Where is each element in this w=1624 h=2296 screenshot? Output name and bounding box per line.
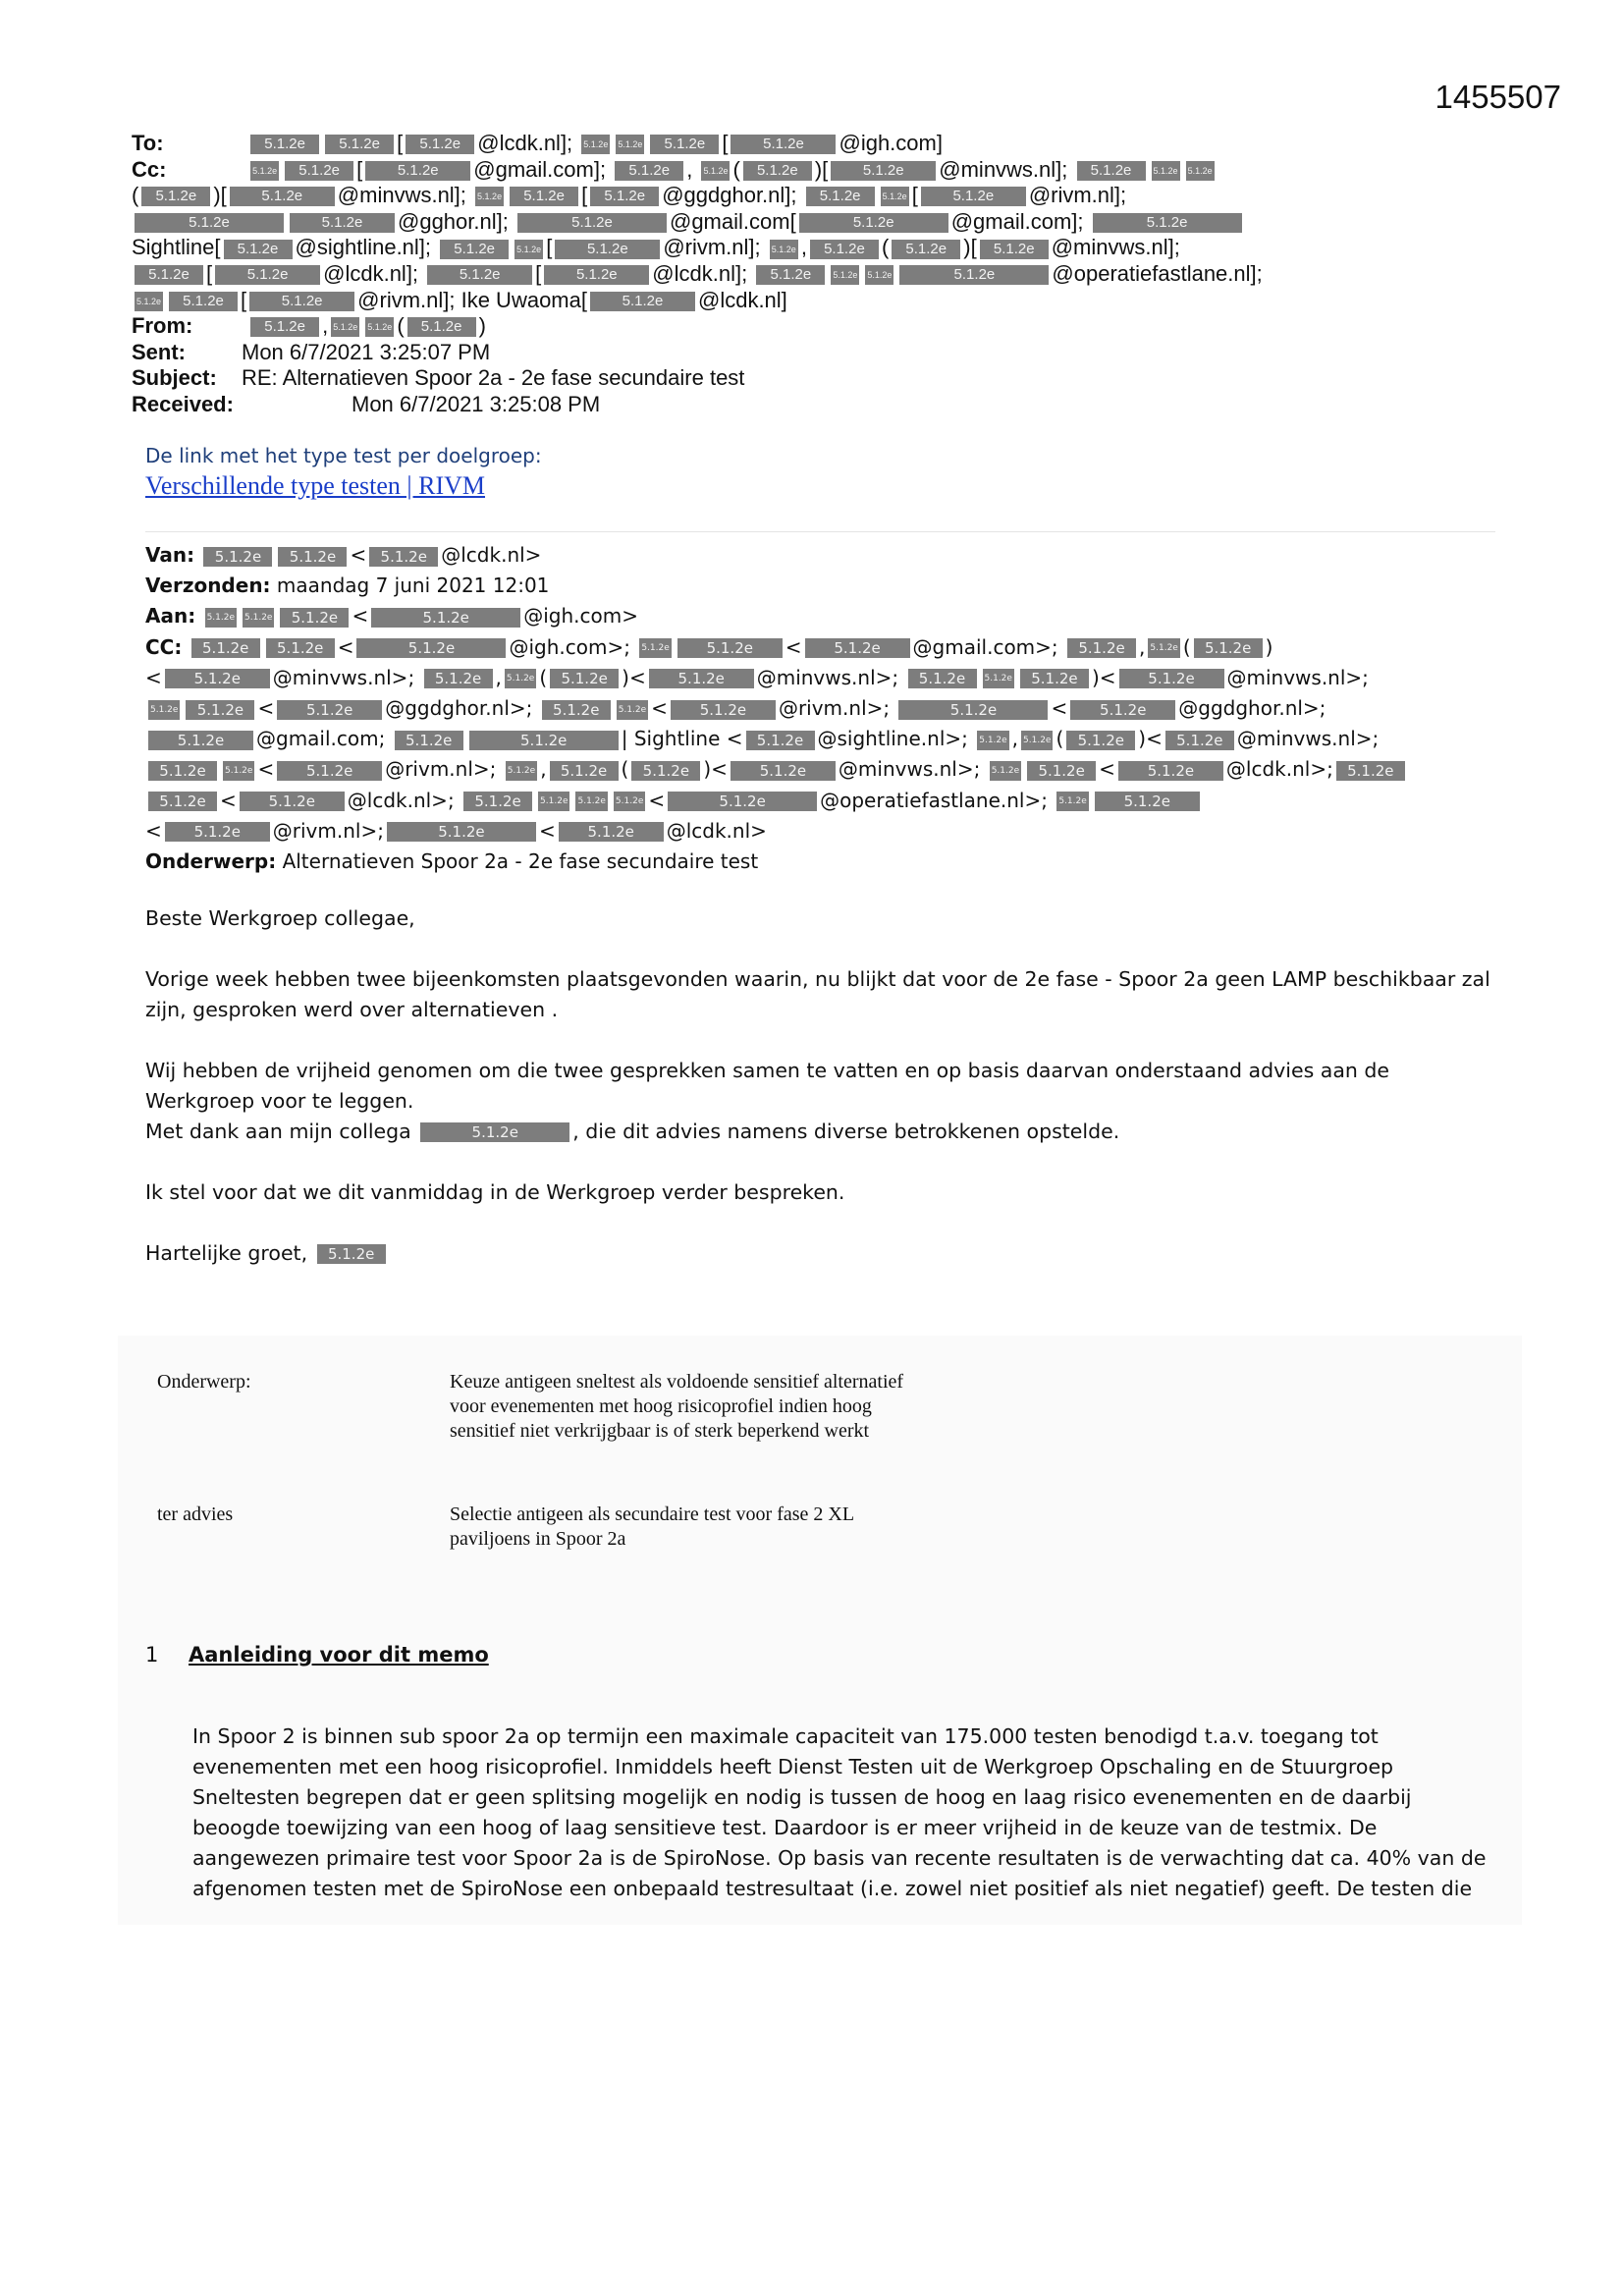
redaction: 5.1.2e	[1148, 638, 1179, 658]
redaction: 5.1.2e	[249, 292, 354, 311]
redaction: 5.1.2e	[831, 265, 859, 285]
redaction: 5.1.2e	[559, 822, 664, 842]
cc-row-5: 5.1.2e [ 5.1.2e @lcdk.nl]; 5.1.2e [ 5.1.2e @lcdk.nl]; 5.1.2e 5.1.2e 5.1.2e 5.1.2e @operatiefastlane.nl];	[132, 261, 1496, 288]
redaction: 5.1.2e	[1067, 638, 1136, 658]
cc-row-3	[132, 209, 1496, 236]
redaction: 5.1.2e	[1027, 761, 1096, 781]
redaction: 5.1.2e	[469, 731, 619, 750]
cc2-fragment: @gmail.com;	[256, 727, 386, 751]
redaction: 5.1.2e	[581, 135, 610, 154]
verzonden-row	[145, 571, 1500, 601]
redaction: 5.1.2e	[240, 792, 345, 811]
redaction: 5.1.2e	[590, 292, 695, 311]
redaction: 5.1.2e	[331, 317, 359, 337]
redaction: 5.1.2e	[395, 731, 463, 750]
redaction: 5.1.2e	[1152, 161, 1180, 181]
redaction: 5.1.2e	[148, 792, 217, 811]
redaction: 5.1.2e	[881, 187, 909, 206]
memo-onderwerp-label: Onderwerp:	[157, 1371, 251, 1393]
redaction: 5.1.2e	[517, 213, 667, 233]
redaction: 5.1.2e	[980, 240, 1049, 259]
separator	[145, 531, 1495, 532]
redaction: 5.1.2e	[365, 161, 470, 181]
cc2-fragment: @gmail.com>;	[912, 634, 1058, 659]
redaction: 5.1.2e	[243, 608, 274, 628]
redaction: 5.1.2e	[1194, 638, 1263, 658]
redaction: 5.1.2e	[191, 638, 260, 658]
memo-advies-label: ter advies	[157, 1503, 234, 1525]
redaction: 5.1.2e	[701, 161, 730, 181]
redaction: 5.1.2e	[805, 638, 910, 658]
redaction: 5.1.2e	[746, 731, 815, 750]
paragraph-3-start: Met dank aan mijn collega	[145, 1120, 411, 1143]
redaction: 5.1.2e	[990, 761, 1021, 781]
redaction: 5.1.2e	[1095, 792, 1200, 811]
redaction: 5.1.2e	[892, 240, 960, 259]
cc2-fragment: @rivm.nl>;	[272, 818, 384, 843]
cc-row-4: Sightline[ 5.1.2e @sightline.nl]; 5.1.2e 5.1.2e [ 5.1.2e @rivm.nl]; 5.1.2e , 5.1.2e ( 5.1.2e )[ 5.1.2e @minvws.nl];	[132, 235, 1180, 260]
from-label: From:	[132, 313, 193, 339]
subject-label: Subject:	[132, 365, 217, 391]
redaction: 5.1.2e	[165, 822, 270, 842]
cc-fragment: @minvws.nl];	[337, 183, 466, 208]
redaction: 5.1.2e	[250, 135, 319, 154]
redaction: 5.1.2e	[865, 265, 893, 285]
redaction: 5.1.2e	[277, 700, 382, 720]
redaction: 5.1.2e	[617, 700, 648, 720]
paragraph-4: Ik stel voor dat we dit vanmiddag in de Werkgroep verder bespreken.	[145, 1180, 845, 1204]
cc2-row-2: < 5.1.2e @minvws.nl>; 5.1.2e , 5.1.2e ( 5.1.2e )< 5.1.2e @minvws.nl>; 5.1.2e 5.1.2e 5.1.2e )< 5.1.2e @minvws.nl>;	[145, 665, 1369, 689]
cc-fragment: Sightline[	[132, 235, 221, 260]
cc2-fragment: @minvws.nl>;	[1226, 665, 1369, 689]
cc2-fragment: @operatiefastlane.nl>;	[820, 788, 1048, 812]
onderwerp-value: Alternatieven Spoor 2a - 2e fase secundaire test	[282, 849, 759, 874]
cc2-fragment: @lcdk.nl>;	[1225, 757, 1333, 782]
redaction: 5.1.2e	[387, 822, 536, 842]
redaction: 5.1.2e	[1336, 761, 1405, 781]
van-label: Van:	[145, 543, 195, 567]
document-number: 1455507	[1435, 79, 1561, 115]
redaction: 5.1.2e	[506, 761, 537, 781]
redaction: 5.1.2e	[165, 669, 270, 688]
redaction: 5.1.2e	[505, 669, 536, 688]
to-row: To: 5.1.2e 5.1.2e [ 5.1.2e @lcdk.nl]; 5.1.2e 5.1.2e 5.1.2e [ 5.1.2e @igh.com]	[132, 131, 943, 155]
redaction: 5.1.2e	[223, 761, 254, 781]
redaction: 5.1.2e	[250, 161, 279, 181]
redaction: 5.1.2e	[550, 669, 619, 688]
cc2-fragment: @lcdk.nl>;	[347, 788, 455, 812]
cc-fragment: @ggdghor.nl];	[662, 183, 797, 208]
sent-label: Sent:	[132, 339, 186, 364]
redaction: 5.1.2e	[542, 700, 611, 720]
redaction: 5.1.2e	[224, 240, 293, 259]
cc2-fragment: @lcdk.nl>	[666, 818, 767, 843]
redaction: 5.1.2e	[369, 547, 438, 567]
redaction: 5.1.2e	[148, 761, 217, 781]
redaction: 5.1.2e	[668, 792, 817, 811]
redaction: 5.1.2e	[135, 213, 284, 233]
redaction: 5.1.2e	[266, 638, 335, 658]
to-label: To:	[132, 131, 164, 155]
redaction: 5.1.2e	[290, 213, 395, 233]
redaction: 5.1.2e	[899, 265, 1049, 285]
redaction: 5.1.2e	[614, 792, 645, 811]
memo-advies-line: paviljoens in Spoor 2a	[450, 1528, 626, 1550]
cc2-label: CC:	[145, 634, 183, 659]
redaction: 5.1.2e	[977, 731, 1008, 750]
redaction: 5.1.2e	[440, 240, 509, 259]
redaction: 5.1.2e	[1070, 700, 1175, 720]
redaction: 5.1.2e	[983, 669, 1014, 688]
redaction: 5.1.2e	[277, 761, 382, 781]
redaction: 5.1.2e	[799, 213, 948, 233]
cc-fragment: @gmail.com];	[473, 156, 607, 182]
cc-fragment: @minvws.nl];	[1051, 235, 1180, 260]
cc2-fragment: @ggdghor.nl>;	[385, 696, 533, 721]
redaction: 5.1.2e	[424, 669, 493, 688]
redaction: 5.1.2e	[1021, 731, 1053, 750]
redaction: 5.1.2e	[420, 1122, 569, 1142]
redaction: 5.1.2e	[317, 1244, 386, 1264]
aan-label: Aan:	[145, 604, 196, 629]
redaction: 5.1.2e	[148, 731, 253, 750]
redaction: 5.1.2e	[831, 161, 936, 181]
paragraph-3	[145, 1117, 1500, 1147]
cc2-row-4: 5.1.2e @gmail.com; 5.1.2e 5.1.2e | Sightline < 5.1.2e @sightline.nl>; 5.1.2e , 5.1.2e ( 5.1.2e )< 5.1.2e @minvws.nl>;	[145, 724, 1500, 754]
redaction: 5.1.2e	[475, 187, 504, 206]
redaction: 5.1.2e	[280, 608, 349, 628]
cc-fragment: @lcdk.nl];	[323, 260, 419, 286]
section-number: 1	[145, 1643, 159, 1667]
redaction: 5.1.2e	[230, 187, 335, 206]
cc-row-2: ( 5.1.2e )[ 5.1.2e @minvws.nl]; 5.1.2e 5.1.2e [ 5.1.2e @ggdghor.nl]; 5.1.2e 5.1.2e [ 5.1.2e @rivm.nl];	[132, 183, 1127, 208]
cc2-fragment: @minvws.nl>;	[756, 665, 899, 689]
cc2-fragment: @igh.com>;	[509, 634, 630, 659]
memo-onderwerp-line: voor evenementen met hoog risicoprofiel indien hoog	[450, 1395, 872, 1417]
cc-fragment: @operatiefastlane.nl];	[1052, 260, 1263, 286]
cc2-fragment: @minvws.nl>;	[272, 665, 415, 689]
cc-fragment: @rivm.nl];	[1028, 183, 1127, 208]
sent-row	[132, 340, 1496, 366]
redaction: 5.1.2e	[677, 638, 783, 658]
redaction: 5.1.2e	[169, 292, 238, 311]
cc2-fragment: @rivm.nl>;	[778, 696, 891, 721]
email-header	[132, 131, 1496, 418]
cc2-row-5: 5.1.2e 5.1.2e < 5.1.2e @rivm.nl>; 5.1.2e , 5.1.2e ( 5.1.2e )< 5.1.2e @minvws.nl>; 5.1.2e 5.1.2e < 5.1.2e @lcdk.nl>; 5.1.2e	[145, 754, 1500, 785]
cc2-fragment: @sightline.nl>;	[817, 727, 968, 751]
closing	[145, 1238, 1500, 1269]
cc-fragment: @lcdk.nl]	[697, 287, 787, 312]
redaction: 5.1.2e	[427, 265, 532, 285]
redaction: 5.1.2e	[731, 761, 836, 781]
subject-row	[132, 365, 1496, 392]
redaction: 5.1.2e	[650, 135, 719, 154]
received-label: Received:	[132, 391, 234, 416]
redaction: 5.1.2e	[141, 187, 210, 206]
verzonden-value: maandag 7 juni 2021 12:01	[276, 574, 550, 598]
cc-fragment: @gghor.nl];	[398, 208, 509, 234]
redaction: 5.1.2e	[908, 669, 977, 688]
closing-text: Hartelijke groet,	[145, 1241, 308, 1265]
redaction: 5.1.2e	[250, 317, 319, 337]
cc2-fragment: @minvws.nl>;	[838, 757, 981, 782]
cc2-fragment: @ggdghor.nl>;	[1178, 696, 1326, 721]
redaction: 5.1.2e	[806, 187, 875, 206]
memo-advies-text	[450, 1503, 854, 1552]
redaction: 5.1.2e	[463, 792, 532, 811]
cc-row-6: 5.1.2e 5.1.2e [ 5.1.2e @rivm.nl]; Ike Uwaoma[ 5.1.2e @lcdk.nl]	[136, 287, 787, 312]
redaction: 5.1.2e	[371, 608, 520, 628]
paragraph-3-end: , die dit advies namens diverse betrokkenen opstelde.	[572, 1120, 1120, 1143]
memo-onderwerp-line: Keuze antigeen sneltest als voldoende sensitief alternatief	[450, 1371, 904, 1393]
to-domain-1: @lcdk.nl];	[477, 131, 573, 155]
redaction: 5.1.2e	[649, 669, 754, 688]
original-message	[145, 540, 1500, 877]
redaction: 5.1.2e	[616, 135, 644, 154]
cc-fragment: @rivm.nl];	[663, 235, 761, 260]
redaction: 5.1.2e	[510, 187, 578, 206]
redaction: 5.1.2e	[365, 317, 394, 337]
redaction: 5.1.2e	[1186, 161, 1215, 181]
redaction: 5.1.2e	[148, 700, 180, 720]
cc2-row-3: 5.1.2e 5.1.2e < 5.1.2e @ggdghor.nl>; 5.1.2e 5.1.2e < 5.1.2e @rivm.nl>; 5.1.2e < 5.1.2e @ggdghor.nl>;	[150, 696, 1326, 721]
redaction: 5.1.2e	[203, 547, 272, 567]
redaction: 5.1.2e	[1020, 669, 1089, 688]
redaction: 5.1.2e	[1056, 792, 1088, 811]
aan-domain: @igh.com>	[523, 604, 638, 629]
redaction: 5.1.2e	[406, 135, 474, 154]
redaction: 5.1.2e	[631, 761, 700, 781]
redaction: 5.1.2e	[135, 292, 163, 311]
redaction: 5.1.2e	[639, 638, 671, 658]
van-row: Van: 5.1.2e 5.1.2e < 5.1.2e @lcdk.nl>	[145, 543, 542, 567]
redaction: 5.1.2e	[671, 700, 776, 720]
paragraph-2: Wij hebben de vrijheid genomen om die twee gesprekken samen te vatten en op basis daarvan onderstaand advies aan de Werkgroep voor te leggen.	[145, 1059, 1390, 1113]
memo-onderwerp-line: sensitief niet verkrijgbaar is of sterk beperkend werkt	[450, 1420, 870, 1442]
from-row: From: 5.1.2e , 5.1.2e 5.1.2e ( 5.1.2e )	[132, 313, 486, 339]
redaction: 5.1.2e	[544, 265, 649, 285]
redaction: 5.1.2e	[514, 240, 543, 259]
cc-fragment: @gmail.com];	[950, 208, 1084, 234]
cc2-row-7: < 5.1.2e @rivm.nl>; 5.1.2e < 5.1.2e @lcdk.nl>	[145, 818, 767, 843]
redaction: 5.1.2e	[898, 700, 1048, 720]
redaction: 5.1.2e	[1093, 213, 1242, 233]
redaction: 5.1.2e	[538, 792, 569, 811]
redaction: 5.1.2e	[356, 638, 506, 658]
cc-fragment: @minvws.nl];	[939, 156, 1068, 182]
memo-onderwerp-text	[450, 1370, 903, 1444]
cc-fragment: @lcdk.nl];	[652, 260, 748, 286]
redaction: 5.1.2e	[615, 161, 683, 181]
verzonden-label: Verzonden:	[145, 574, 271, 598]
cc2-fragment: @minvws.nl>;	[1236, 727, 1380, 751]
paragraph-1: Vorige week hebben twee bijeenkomsten plaatsgevonden waarin, nu blijkt dat voor de 2e fase - Spoor 2a geen LAMP beschikbaar zal zijn, gesproken werd over alternatieven .	[145, 967, 1490, 1021]
redaction: 5.1.2e	[756, 265, 825, 285]
onderwerp-label: Onderwerp:	[145, 849, 277, 874]
link-intro: De link met het type test per doelgroep:	[145, 444, 542, 467]
redaction: 5.1.2e	[135, 265, 203, 285]
cc2-row-1: CC: 5.1.2e 5.1.2e < 5.1.2e @igh.com>; 5.1.2e 5.1.2e < 5.1.2e @gmail.com>; 5.1.2e , 5.1.2e ( 5.1.2e )	[145, 634, 1273, 659]
to-domain-2: @igh.com]	[839, 131, 943, 155]
cc-row-1: Cc: 5.1.2e 5.1.2e [ 5.1.2e @gmail.com]; 5.1.2e , 5.1.2e ( 5.1.2e )[ 5.1.2e @minvws.nl]; 5.1.2e 5.1.2e 5.1.2e	[132, 156, 1213, 182]
redaction: 5.1.2e	[215, 265, 320, 285]
onderwerp-row	[145, 847, 1500, 877]
redaction: 5.1.2e	[590, 187, 659, 206]
redaction: 5.1.2e	[325, 135, 394, 154]
redaction: 5.1.2e	[743, 161, 812, 181]
sent-value: Mon 6/7/2021 3:25:07 PM	[242, 339, 491, 364]
message-body	[145, 903, 1500, 1299]
redaction: 5.1.2e	[205, 608, 237, 628]
aan-row: Aan: 5.1.2e 5.1.2e 5.1.2e < 5.1.2e @igh.com>	[145, 604, 638, 629]
cc2-fragment: | Sightline <	[621, 727, 743, 751]
received-value: Mon 6/7/2021 3:25:08 PM	[352, 391, 601, 416]
redaction: 5.1.2e	[575, 792, 607, 811]
section-title: Aanleiding voor dit memo	[189, 1643, 489, 1667]
redaction: 5.1.2e	[278, 547, 347, 567]
greeting: Beste Werkgroep collegae,	[145, 906, 415, 930]
cc-label: Cc:	[132, 156, 167, 182]
redaction: 5.1.2e	[186, 700, 254, 720]
redaction: 5.1.2e	[285, 161, 353, 181]
redaction: 5.1.2e	[1119, 669, 1224, 688]
section-text: In Spoor 2 is binnen sub spoor 2a op termijn een maximale capaciteit van 175.000 testen benodigd t.a.v. toegang tot evenementen met een hoog risicoprofiel. Inmiddels heeft Dienst Testen uit de Werkgroep Opschaling en de Stuurgroep Sneltesten begrepen dat er geen splitsing mogelijk en nodig is tussen de hoog en laag risico evenementen en de daarbij beoogde toewijzing van een hoog of laag sensitieve test. Daardoor is er meer vrijheid in de keuze van de testmix. De aangewezen primaire test voor Spoor 2a is de SpiroNose. Op basis van recente resultaten is de verwachting dat ca. 40% van de afgenomen testen met de SpiroNose een onbepaald testresultaat (i.e. zowel niet positief als niet negatief) geeft. De testen die	[192, 1724, 1487, 1900]
redaction: 5.1.2e	[731, 135, 836, 154]
subject-value: RE: Alternatieven Spoor 2a - 2e fase secundaire test	[242, 365, 745, 391]
cc2-fragment: @rivm.nl>;	[385, 757, 497, 782]
van-domain: @lcdk.nl>	[441, 543, 542, 567]
redaction: 5.1.2e	[555, 240, 660, 259]
cc2-row-6: 5.1.2e < 5.1.2e @lcdk.nl>; 5.1.2e 5.1.2e 5.1.2e 5.1.2e < 5.1.2e @operatiefastlane.nl>; 5.1.2e 5.1.2e	[145, 786, 1500, 816]
redaction: 5.1.2e	[1077, 161, 1146, 181]
redaction: 5.1.2e	[770, 240, 798, 259]
received-row	[132, 392, 1496, 418]
redaction: 5.1.2e	[921, 187, 1026, 206]
redaction: 5.1.2e	[550, 761, 619, 781]
cc-fragment: @gmail.com[	[669, 208, 796, 234]
redaction: 5.1.2e	[407, 317, 476, 337]
redaction: 5.1.2e	[1118, 761, 1223, 781]
redaction: 5.1.2e	[1165, 731, 1234, 750]
memo-advies-line: Selectie antigeen als secundaire test voor fase 2 XL	[450, 1503, 855, 1525]
cc-fragment: @rivm.nl]; Ike Uwaoma[	[357, 287, 587, 312]
rivm-link[interactable]: Verschillende type testen | RIVM	[145, 471, 486, 500]
redaction: 5.1.2e	[1066, 731, 1135, 750]
redaction: 5.1.2e	[810, 240, 879, 259]
cc-fragment: @sightline.nl];	[295, 235, 432, 260]
